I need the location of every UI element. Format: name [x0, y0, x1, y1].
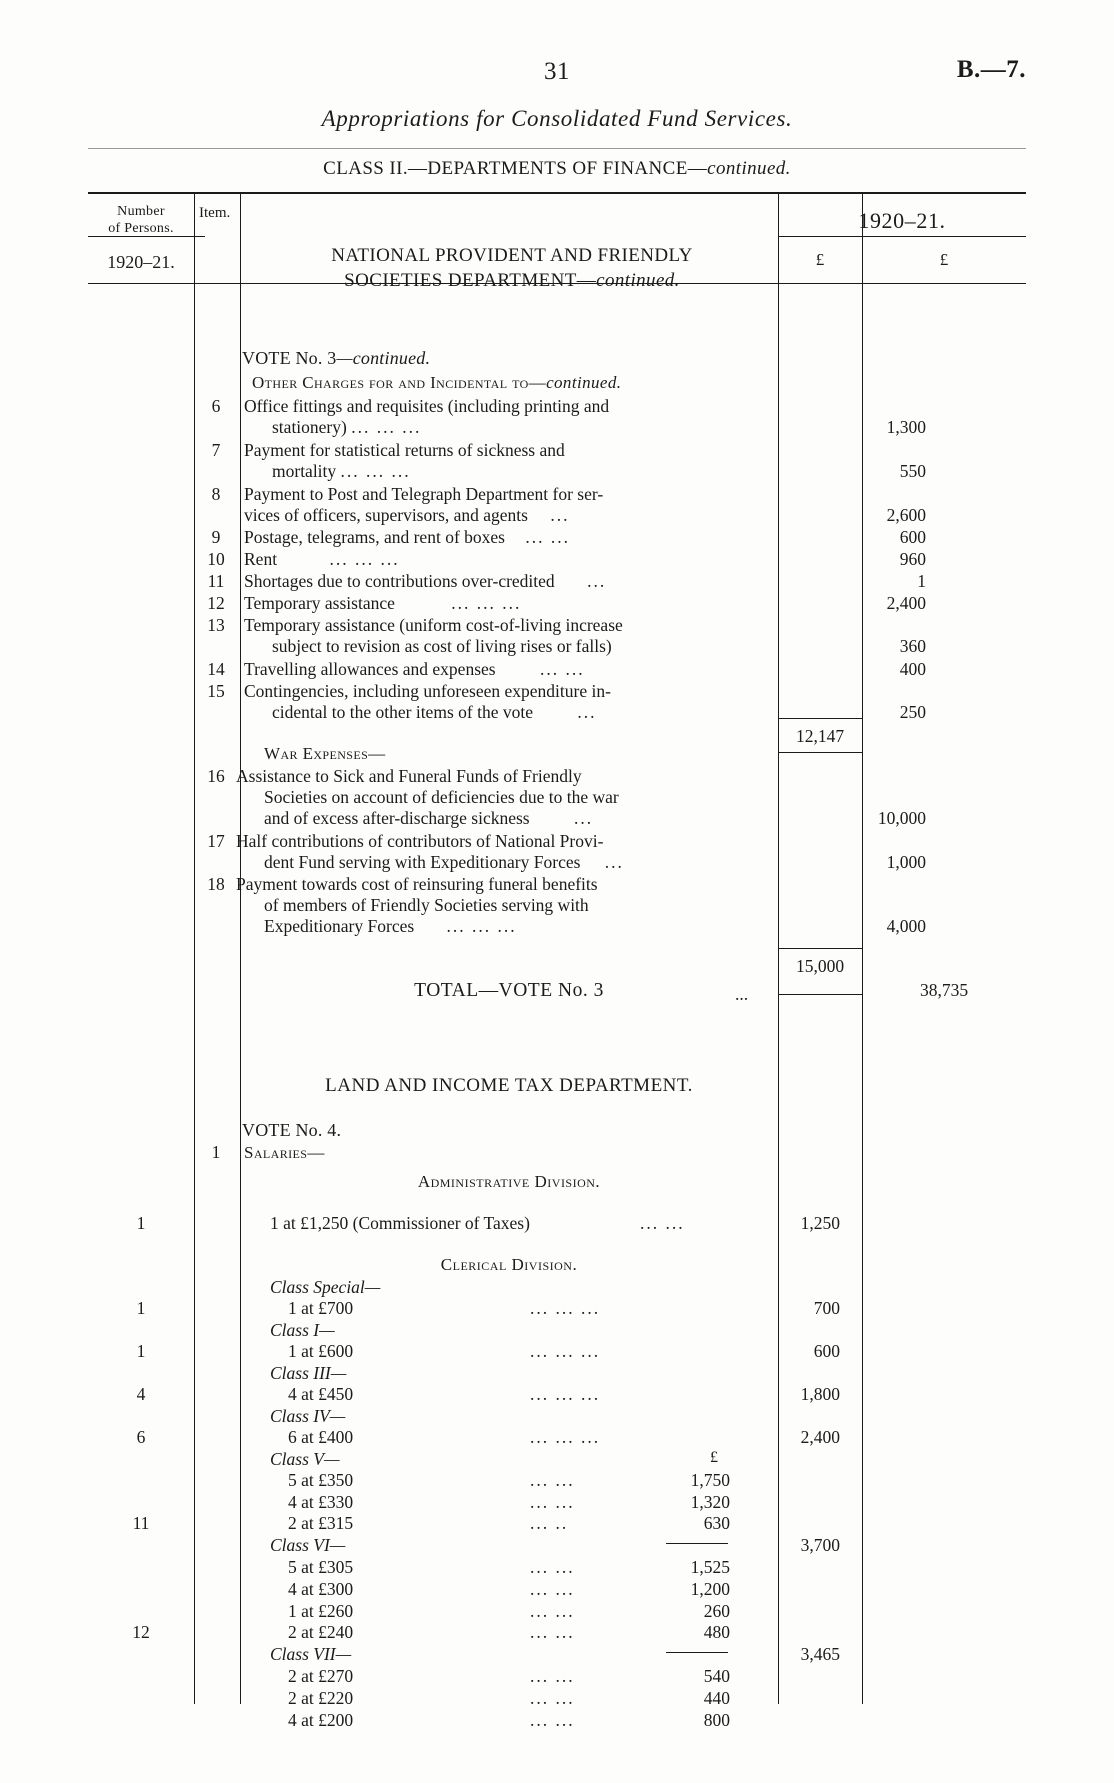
leader-dots: ... ... ... — [530, 1427, 601, 1447]
salary-label: 6 at £400 — [288, 1427, 354, 1447]
salary-label: 4 at £330 — [288, 1492, 354, 1512]
persons-count: 12 — [132, 1622, 150, 1642]
class-label: Class V— — [270, 1449, 340, 1469]
item-description — [244, 659, 778, 680]
vote-total-label: TOTAL—VOTE No. 3 — [414, 980, 604, 1001]
leader-dots: ... ... — [640, 1213, 685, 1233]
war-expenses-heading: War Expenses— — [264, 744, 386, 763]
salary-label: 2 at £240 — [288, 1622, 354, 1642]
salary-label: 5 at £350 — [288, 1470, 354, 1490]
department2-heading: LAND AND INCOME TAX DEPARTMENT. — [325, 1075, 693, 1096]
vote-heading-continued: —continued. — [336, 348, 431, 368]
salary-amount: 700 — [813, 1298, 840, 1318]
header-divider — [88, 148, 1026, 149]
clerical-division-heading: Clerical Division. — [440, 1255, 578, 1274]
table-top-border — [88, 192, 1026, 194]
vote-total-amount: 38,735 — [919, 980, 969, 1000]
subtotal-amount: 12,147 — [795, 726, 845, 746]
salary-label: 4 at £200 — [288, 1710, 354, 1730]
class5-subtotal: 3,700 — [800, 1535, 840, 1555]
salary-amount-inner: 800 — [703, 1710, 730, 1730]
salary-amount: 2,400 — [800, 1427, 840, 1447]
class-label: Class IV— — [270, 1406, 346, 1426]
item-number: 8 — [211, 484, 221, 504]
leader-dots: ... — [574, 808, 594, 828]
item-description — [244, 484, 778, 526]
pound-marker: £ — [710, 1449, 718, 1466]
leader-dots: ... .. — [530, 1513, 569, 1533]
salary-amount: 1,250 — [800, 1213, 840, 1233]
leader-dots: ... ... — [530, 1470, 575, 1490]
item-description-line1: Shortages due to contributions over-credited ... — [244, 571, 607, 591]
item-description — [236, 766, 770, 829]
item-amount: 360 — [899, 636, 926, 656]
item-description-line1: Temporary assistance (uniform cost-of-living increase — [244, 615, 623, 635]
column-rule-1 — [194, 192, 195, 1704]
leader-dots: ... — [577, 702, 597, 722]
item-description — [244, 549, 778, 570]
class-label: Class VI— — [270, 1535, 346, 1555]
item-amount: 4,000 — [886, 916, 926, 936]
item-amount: 400 — [899, 659, 926, 679]
item-description-line1: Payment towards cost of reinsuring funeral benefits — [236, 874, 598, 894]
leader-dots: ... ... ... — [451, 593, 522, 613]
item-number: 9 — [211, 527, 221, 547]
item-description-line1: Assistance to Sick and Funeral Funds of Friendly — [236, 766, 582, 786]
salary-label: 1 at £1,250 (Commissioner of Taxes) — [270, 1213, 530, 1233]
class-label: Class VII— — [270, 1644, 352, 1664]
item-amount: 600 — [899, 527, 926, 547]
class-label: Class I— — [270, 1320, 335, 1340]
other-charges-heading — [252, 373, 621, 393]
vote4-heading: VOTE No. 4. — [242, 1120, 342, 1140]
item-amount: 550 — [899, 461, 926, 481]
leader-dots: ... ... — [530, 1601, 575, 1621]
salary-amount: 600 — [813, 1341, 840, 1361]
class-heading-text: CLASS II.—DEPARTMENTS OF FINANCE— — [323, 158, 708, 179]
class-heading-continued: continued. — [707, 158, 791, 179]
item-number: 17 — [207, 831, 225, 851]
item-description-line1: Contingencies, including unforeseen expenditure in- — [244, 681, 611, 701]
leader-dots: ... ... ... — [530, 1298, 601, 1318]
salary-amount-inner: 440 — [703, 1688, 730, 1708]
item-description-line2: Societies on account of deficiencies due to the war — [264, 787, 619, 807]
subtotal-rule-bottom — [778, 752, 862, 753]
leader-dots: ... ... — [530, 1622, 575, 1642]
vote-heading — [242, 348, 430, 369]
leader-dots: ... ... ... — [530, 1341, 601, 1361]
item-description — [244, 527, 778, 548]
salary-amount-inner: 1,750 — [690, 1470, 730, 1490]
item-number: 10 — [207, 549, 225, 569]
item-amount: 2,400 — [886, 593, 926, 613]
item-number: 18 — [207, 874, 225, 894]
item-number: 16 — [207, 766, 225, 786]
item-number: 11 — [207, 571, 225, 591]
item-description-line1: Postage, telegrams, and rent of boxes ... ... — [244, 527, 570, 547]
salary-label: 1 at £700 — [288, 1298, 354, 1318]
class6-subtotal-rule — [666, 1652, 728, 1653]
other-charges-text: Other Charges for and Incidental to— — [252, 373, 547, 392]
other-charges-continued: continued. — [546, 373, 622, 392]
leader-dots: ... ... — [530, 1492, 575, 1512]
item-number: 1 — [211, 1142, 221, 1162]
salary-label: 2 at £270 — [288, 1666, 354, 1686]
subtotal-rule-top-2 — [778, 948, 862, 949]
item-amount: 250 — [899, 702, 926, 722]
column-header-persons-line1: Number — [117, 204, 165, 219]
item-number: 7 — [211, 440, 221, 460]
salary-label: 2 at £220 — [288, 1688, 354, 1708]
item-description-line2: stationery) ... ... ... — [272, 417, 422, 437]
item-amount: 1 — [917, 571, 926, 591]
item-description — [244, 571, 778, 592]
salaries-heading: Salaries— — [244, 1143, 325, 1162]
item-description — [244, 593, 778, 614]
salary-amount-inner: 1,525 — [690, 1557, 730, 1577]
item-description — [244, 396, 778, 438]
vote-heading-text: VOTE No. 3 — [242, 348, 337, 368]
subtotal-amount-2: 15,000 — [795, 956, 845, 976]
item-description-line2: dent Fund serving with Expeditionary Forces ... — [264, 852, 624, 872]
leader-dots: ... ... ... — [351, 417, 422, 437]
item-description-line1: Payment for statistical returns of sickness and — [244, 440, 565, 460]
item-amount: 10,000 — [877, 808, 926, 828]
leader-dots: ... — [587, 571, 607, 591]
salary-label: 1 at £260 — [288, 1601, 354, 1621]
column-rule-2 — [240, 192, 241, 1704]
item-description-line2: cidental to the other items of the vote ... — [272, 702, 597, 722]
document-reference: B.—7. — [956, 56, 1026, 83]
item-description — [244, 615, 778, 657]
salary-amount-inner: 480 — [703, 1622, 730, 1642]
department-heading-line2: SOCIETIES DEPARTMENT— — [344, 270, 597, 291]
leader-dots: ... ... ... — [329, 549, 400, 569]
leader-dots: ... — [604, 852, 624, 872]
salary-amount: 1,800 — [800, 1384, 840, 1404]
persons-count: 1 — [136, 1341, 146, 1361]
item-description-line1: Half contributions of contributors of National Provi- — [236, 831, 604, 851]
item-number: 6 — [211, 396, 221, 416]
item-description — [244, 440, 778, 482]
item-description-line1: Rent ... ... ... — [244, 549, 400, 569]
item-description-line1: Travelling allowances and expenses ... ... — [244, 659, 585, 679]
persons-count: 6 — [136, 1427, 146, 1447]
leader-dots: ... ... — [539, 659, 585, 679]
leader-dots: ... ... ... — [530, 1384, 601, 1404]
column-header-pound-1: £ — [815, 250, 825, 269]
page-title: Appropriations for Consolidated Fund Services. — [321, 106, 793, 131]
total-rule — [778, 994, 862, 995]
column-header-persons — [88, 203, 194, 237]
item-description-line1: Office fittings and requisites (including printing and — [244, 396, 610, 416]
item-description — [236, 874, 770, 937]
salary-label: 2 at £315 — [288, 1513, 354, 1533]
item-number: 15 — [207, 681, 225, 701]
leader-dots: ... ... — [525, 527, 570, 547]
item-description — [236, 831, 770, 873]
salary-amount-inner: 630 — [703, 1513, 730, 1533]
page-number: 31 — [544, 58, 570, 85]
leader-dots: ... ... ... — [340, 461, 411, 481]
subtotal-rule-top — [778, 718, 862, 719]
leader-dots: ... ... — [530, 1557, 575, 1577]
salary-amount-inner: 1,200 — [690, 1579, 730, 1599]
item-description-line2: mortality ... ... ... — [272, 461, 411, 481]
salary-label: 4 at £300 — [288, 1579, 354, 1599]
leader-dots: ... ... — [530, 1688, 575, 1708]
item-description-line1: Payment to Post and Telegraph Department for ser- — [244, 484, 604, 504]
class5-subtotal-rule — [666, 1543, 728, 1544]
department-heading — [252, 243, 772, 293]
class6-subtotal: 3,465 — [800, 1644, 840, 1664]
vote-total-dots: ... — [735, 984, 749, 1004]
header-separator-right — [778, 236, 1026, 237]
leader-dots: ... ... — [530, 1579, 575, 1599]
item-description-line1: Temporary assistance ... ... ... — [244, 593, 522, 613]
salary-label: 4 at £450 — [288, 1384, 354, 1404]
leader-dots: ... ... — [530, 1666, 575, 1686]
persons-count: 1 — [136, 1298, 146, 1318]
item-description-line2: subject to revision as cost of living rises or falls) — [272, 636, 612, 656]
persons-count: 4 — [136, 1384, 146, 1404]
item-amount: 960 — [899, 549, 926, 569]
item-number: 12 — [207, 593, 225, 613]
column-header-item: Item. — [199, 205, 231, 221]
item-amount: 1,000 — [886, 852, 926, 872]
administrative-division-heading: Administrative Division. — [417, 1172, 601, 1191]
salary-amount-inner: 1,320 — [690, 1492, 730, 1512]
column-header-pound-2: £ — [939, 250, 949, 269]
department-heading-line1: NATIONAL PROVIDENT AND FRIENDLY — [331, 245, 693, 266]
item-number: 13 — [207, 615, 225, 635]
item-description-line3: and of excess after-discharge sickness ... — [264, 808, 594, 828]
column-header-persons-line2: of Persons. — [108, 221, 174, 236]
persons-count: 11 — [132, 1513, 150, 1533]
item-amount: 2,600 — [886, 505, 926, 525]
leader-dots: ... — [550, 505, 570, 525]
item-number: 14 — [207, 659, 225, 679]
leader-dots: ... ... — [530, 1710, 575, 1730]
item-description — [244, 681, 778, 723]
item-description-line3: Expeditionary Forces ... ... ... — [264, 916, 517, 936]
department-heading-continued: continued. — [596, 270, 680, 291]
leader-dots: ... ... ... — [446, 916, 517, 936]
column-header-year-left: 1920–21. — [107, 252, 175, 272]
salary-label: 1 at £600 — [288, 1341, 354, 1361]
column-header-year-right: 1920–21. — [858, 208, 946, 233]
salary-amount-inner: 260 — [703, 1601, 730, 1621]
class-label: Class III— — [270, 1363, 347, 1383]
class-label: Class Special— — [270, 1277, 381, 1297]
item-amount: 1,300 — [886, 417, 926, 437]
salary-label: 5 at £305 — [288, 1557, 354, 1577]
class-heading — [0, 158, 1114, 180]
salary-amount-inner: 540 — [703, 1666, 730, 1686]
item-description-line2: of members of Friendly Societies serving with — [264, 895, 589, 915]
item-description-line2: vices of officers, supervisors, and agents ... — [244, 505, 570, 525]
persons-count: 1 — [136, 1213, 146, 1233]
